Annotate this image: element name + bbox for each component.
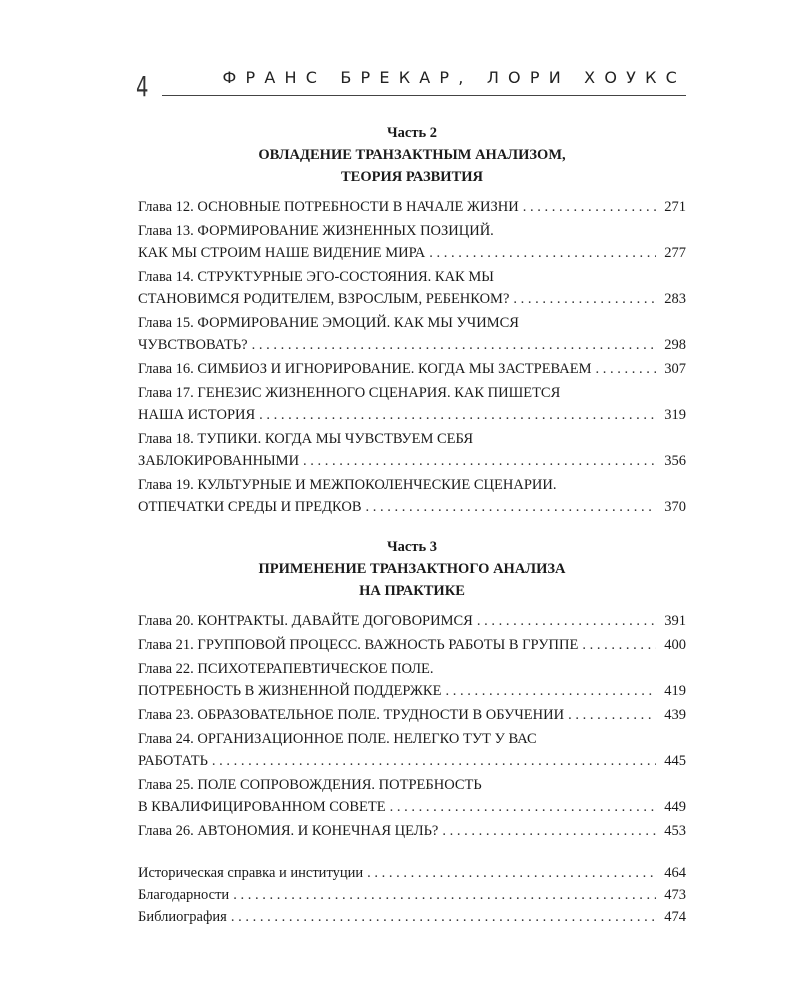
dot-leader — [429, 242, 656, 264]
page-number: 4 — [136, 70, 150, 103]
toc-entry[interactable] — [138, 820, 686, 842]
toc-entry-last-line — [138, 242, 686, 264]
toc-entry-last-line — [138, 404, 686, 426]
dot-leader — [568, 704, 656, 726]
header-rule — [162, 95, 686, 96]
toc-entry-last-line — [138, 288, 686, 310]
dot-leader — [233, 884, 656, 906]
toc-entry[interactable] — [138, 312, 686, 356]
toc-entry-title-line: Глава 19. КУЛЬТУРНЫЕ И МЕЖПОКОЛЕНЧЕСКИЕ СЦЕНАРИИ. — [138, 477, 557, 493]
part-3-title-line-1: ПРИМЕНЕНИЕ ТРАНЗАКТНОГО АНАЛИЗА — [258, 561, 566, 577]
dot-leader — [366, 496, 657, 518]
toc-entry-last-line — [138, 906, 686, 928]
part-2-heading — [138, 122, 686, 188]
toc-page-number: 319 — [664, 407, 686, 423]
toc-entry-title-line: Глава 17. ГЕНЕЗИС ЖИЗНЕННОГО СЦЕНАРИЯ. КАК ПИШЕТСЯ — [138, 385, 561, 401]
toc-page-number: 400 — [664, 637, 686, 653]
toc-entry-title-line: Глава 16. СИМБИОЗ И ИГНОРИРОВАНИЕ. КОГДА МЫ ЗАСТРЕВАЕМ — [138, 361, 592, 377]
toc-entry[interactable] — [138, 774, 686, 818]
toc-page-number: 474 — [664, 909, 686, 925]
toc-entry-title-line: Глава 24. ОРГАНИЗАЦИОННОЕ ПОЛЕ. НЕЛЕГКО ТУТ У ВАС — [138, 731, 537, 747]
dot-leader — [596, 358, 656, 380]
dot-leader — [477, 610, 656, 632]
toc-page-number: 307 — [664, 361, 686, 377]
toc-page-number: 473 — [664, 887, 686, 903]
toc-entry-last-line — [138, 862, 686, 884]
part-2-title-line-2: ТЕОРИЯ РАЗВИТИЯ — [341, 169, 483, 185]
toc-entry-last-line — [138, 796, 686, 818]
toc-entry[interactable] — [138, 658, 686, 702]
toc-entry-title-line: Глава 22. ПСИХОТЕРАПЕВТИЧЕСКОЕ ПОЛЕ. — [138, 661, 434, 677]
dot-leader — [582, 634, 656, 656]
toc-entry[interactable] — [138, 884, 686, 906]
toc-entry-last-line — [138, 750, 686, 772]
toc-entry-title-line: Глава 15. ФОРМИРОВАНИЕ ЭМОЦИЙ. КАК МЫ УЧИМСЯ — [138, 315, 519, 331]
toc-entry[interactable] — [138, 266, 686, 310]
toc-page-number: 356 — [664, 453, 686, 469]
toc-entry[interactable] — [138, 704, 686, 726]
toc-entry-title-line: Благодарности — [138, 887, 230, 903]
toc-entry-title-line: ПОТРЕБНОСТЬ В ЖИЗНЕННОЙ ПОДДЕРЖКЕ — [138, 683, 442, 699]
toc-entry-title-line: Историческая справка и институции — [138, 865, 364, 881]
page-header — [136, 64, 686, 104]
table-of-contents — [138, 122, 686, 928]
toc-entry-last-line — [138, 334, 686, 356]
toc-entry[interactable] — [138, 634, 686, 656]
toc-page-number: 391 — [664, 613, 686, 629]
toc-entry-title-line: СТАНОВИМСЯ РОДИТЕЛЕМ, ВЗРОСЛЫМ, РЕБЕНКОМ? — [138, 291, 510, 307]
part-3-title-line-2: НА ПРАКТИКЕ — [359, 583, 465, 599]
dot-leader — [390, 796, 656, 818]
toc-entry-title-line: Глава 14. СТРУКТУРНЫЕ ЭГО-СОСТОЯНИЯ. КАК МЫ — [138, 269, 494, 285]
toc-entry[interactable] — [138, 382, 686, 426]
dot-leader — [252, 334, 656, 356]
toc-entry-title-line: РАБОТАТЬ — [138, 753, 208, 769]
dot-leader — [303, 450, 656, 472]
dot-leader — [442, 820, 656, 842]
toc-entry[interactable] — [138, 906, 686, 928]
toc-page-number: 283 — [664, 291, 686, 307]
dot-leader — [231, 906, 656, 928]
toc-entry-title-line: ЗАБЛОКИРОВАННЫМИ — [138, 453, 300, 469]
toc-entry-title-line: Глава 18. ТУПИКИ. КОГДА МЫ ЧУВСТВУЕМ СЕБЯ — [138, 431, 474, 447]
toc-entry-title-line: Библиография — [138, 909, 227, 925]
toc-entry-title-line: ЧУВСТВОВАТЬ? — [138, 337, 248, 353]
toc-entry-last-line — [138, 704, 686, 726]
toc-entry-title-line: ОТПЕЧАТКИ СРЕДЫ И ПРЕДКОВ — [138, 499, 362, 515]
toc-entry[interactable] — [138, 610, 686, 632]
toc-page-number: 298 — [664, 337, 686, 353]
running-head: ФРАНС БРЕКАР, ЛОРИ ХОУКС — [222, 68, 686, 87]
toc-page-number: 419 — [664, 683, 686, 699]
part-3-label: Часть 3 — [387, 539, 437, 555]
toc-entry-last-line — [138, 610, 686, 632]
dot-leader — [367, 862, 656, 884]
toc-entry[interactable] — [138, 196, 686, 218]
toc-entry[interactable] — [138, 474, 686, 518]
toc-entry-last-line — [138, 820, 686, 842]
toc-page-number: 370 — [664, 499, 686, 515]
toc-entry-title-line: КАК МЫ СТРОИМ НАШЕ ВИДЕНИЕ МИРА — [138, 245, 426, 261]
toc-page-number: 439 — [664, 707, 686, 723]
toc-entry-last-line — [138, 196, 686, 218]
toc-page-number: 271 — [664, 199, 686, 215]
toc-entry[interactable] — [138, 728, 686, 772]
toc-entry[interactable] — [138, 358, 686, 380]
toc-entry-last-line — [138, 450, 686, 472]
toc-entry-title-line: Глава 20. КОНТРАКТЫ. ДАВАЙТЕ ДОГОВОРИМСЯ — [138, 613, 473, 629]
dot-leader — [513, 288, 656, 310]
part-3-entries — [138, 610, 686, 842]
toc-page-number: 445 — [664, 753, 686, 769]
toc-entry[interactable] — [138, 862, 686, 884]
toc-entry[interactable] — [138, 220, 686, 264]
dot-leader — [212, 750, 656, 772]
toc-entry-last-line — [138, 634, 686, 656]
toc-entry-title-line: В КВАЛИФИЦИРОВАННОМ СОВЕТЕ — [138, 799, 386, 815]
toc-entry-title-line: Глава 21. ГРУППОВОЙ ПРОЦЕСС. ВАЖНОСТЬ РАБОТЫ В ГРУППЕ — [138, 637, 579, 653]
toc-page-number: 449 — [664, 799, 686, 815]
toc-entry-title-line: Глава 25. ПОЛЕ СОПРОВОЖДЕНИЯ. ПОТРЕБНОСТЬ — [138, 777, 482, 793]
toc-page-number: 277 — [664, 245, 686, 261]
toc-entry-title-line: Глава 13. ФОРМИРОВАНИЕ ЖИЗНЕННЫХ ПОЗИЦИЙ. — [138, 223, 494, 239]
toc-entry-last-line — [138, 358, 686, 380]
part-2-entries — [138, 196, 686, 518]
part-2-title-line-1: ОВЛАДЕНИЕ ТРАНЗАКТНЫМ АНАЛИЗОМ, — [258, 147, 566, 163]
toc-entry-title-line: Глава 12. ОСНОВНЫЕ ПОТРЕБНОСТИ В НАЧАЛЕ ЖИЗНИ — [138, 199, 519, 215]
toc-entry-title-line: Глава 23. ОБРАЗОВАТЕЛЬНОЕ ПОЛЕ. ТРУДНОСТИ В ОБУЧЕНИИ — [138, 707, 565, 723]
part-3-heading — [138, 536, 686, 602]
toc-entry-last-line — [138, 496, 686, 518]
dot-leader — [259, 404, 656, 426]
toc-entry-last-line — [138, 884, 686, 906]
back-matter-entries — [138, 862, 686, 928]
dot-leader — [523, 196, 656, 218]
dot-leader — [445, 680, 656, 702]
toc-page-number: 464 — [664, 865, 686, 881]
toc-entry-title-line: Глава 26. АВТОНОМИЯ. И КОНЕЧНАЯ ЦЕЛЬ? — [138, 823, 439, 839]
toc-page-number: 453 — [664, 823, 686, 839]
part-2-label: Часть 2 — [387, 125, 437, 141]
toc-entry-last-line — [138, 680, 686, 702]
toc-entry-title-line: НАША ИСТОРИЯ — [138, 407, 256, 423]
toc-entry[interactable] — [138, 428, 686, 472]
